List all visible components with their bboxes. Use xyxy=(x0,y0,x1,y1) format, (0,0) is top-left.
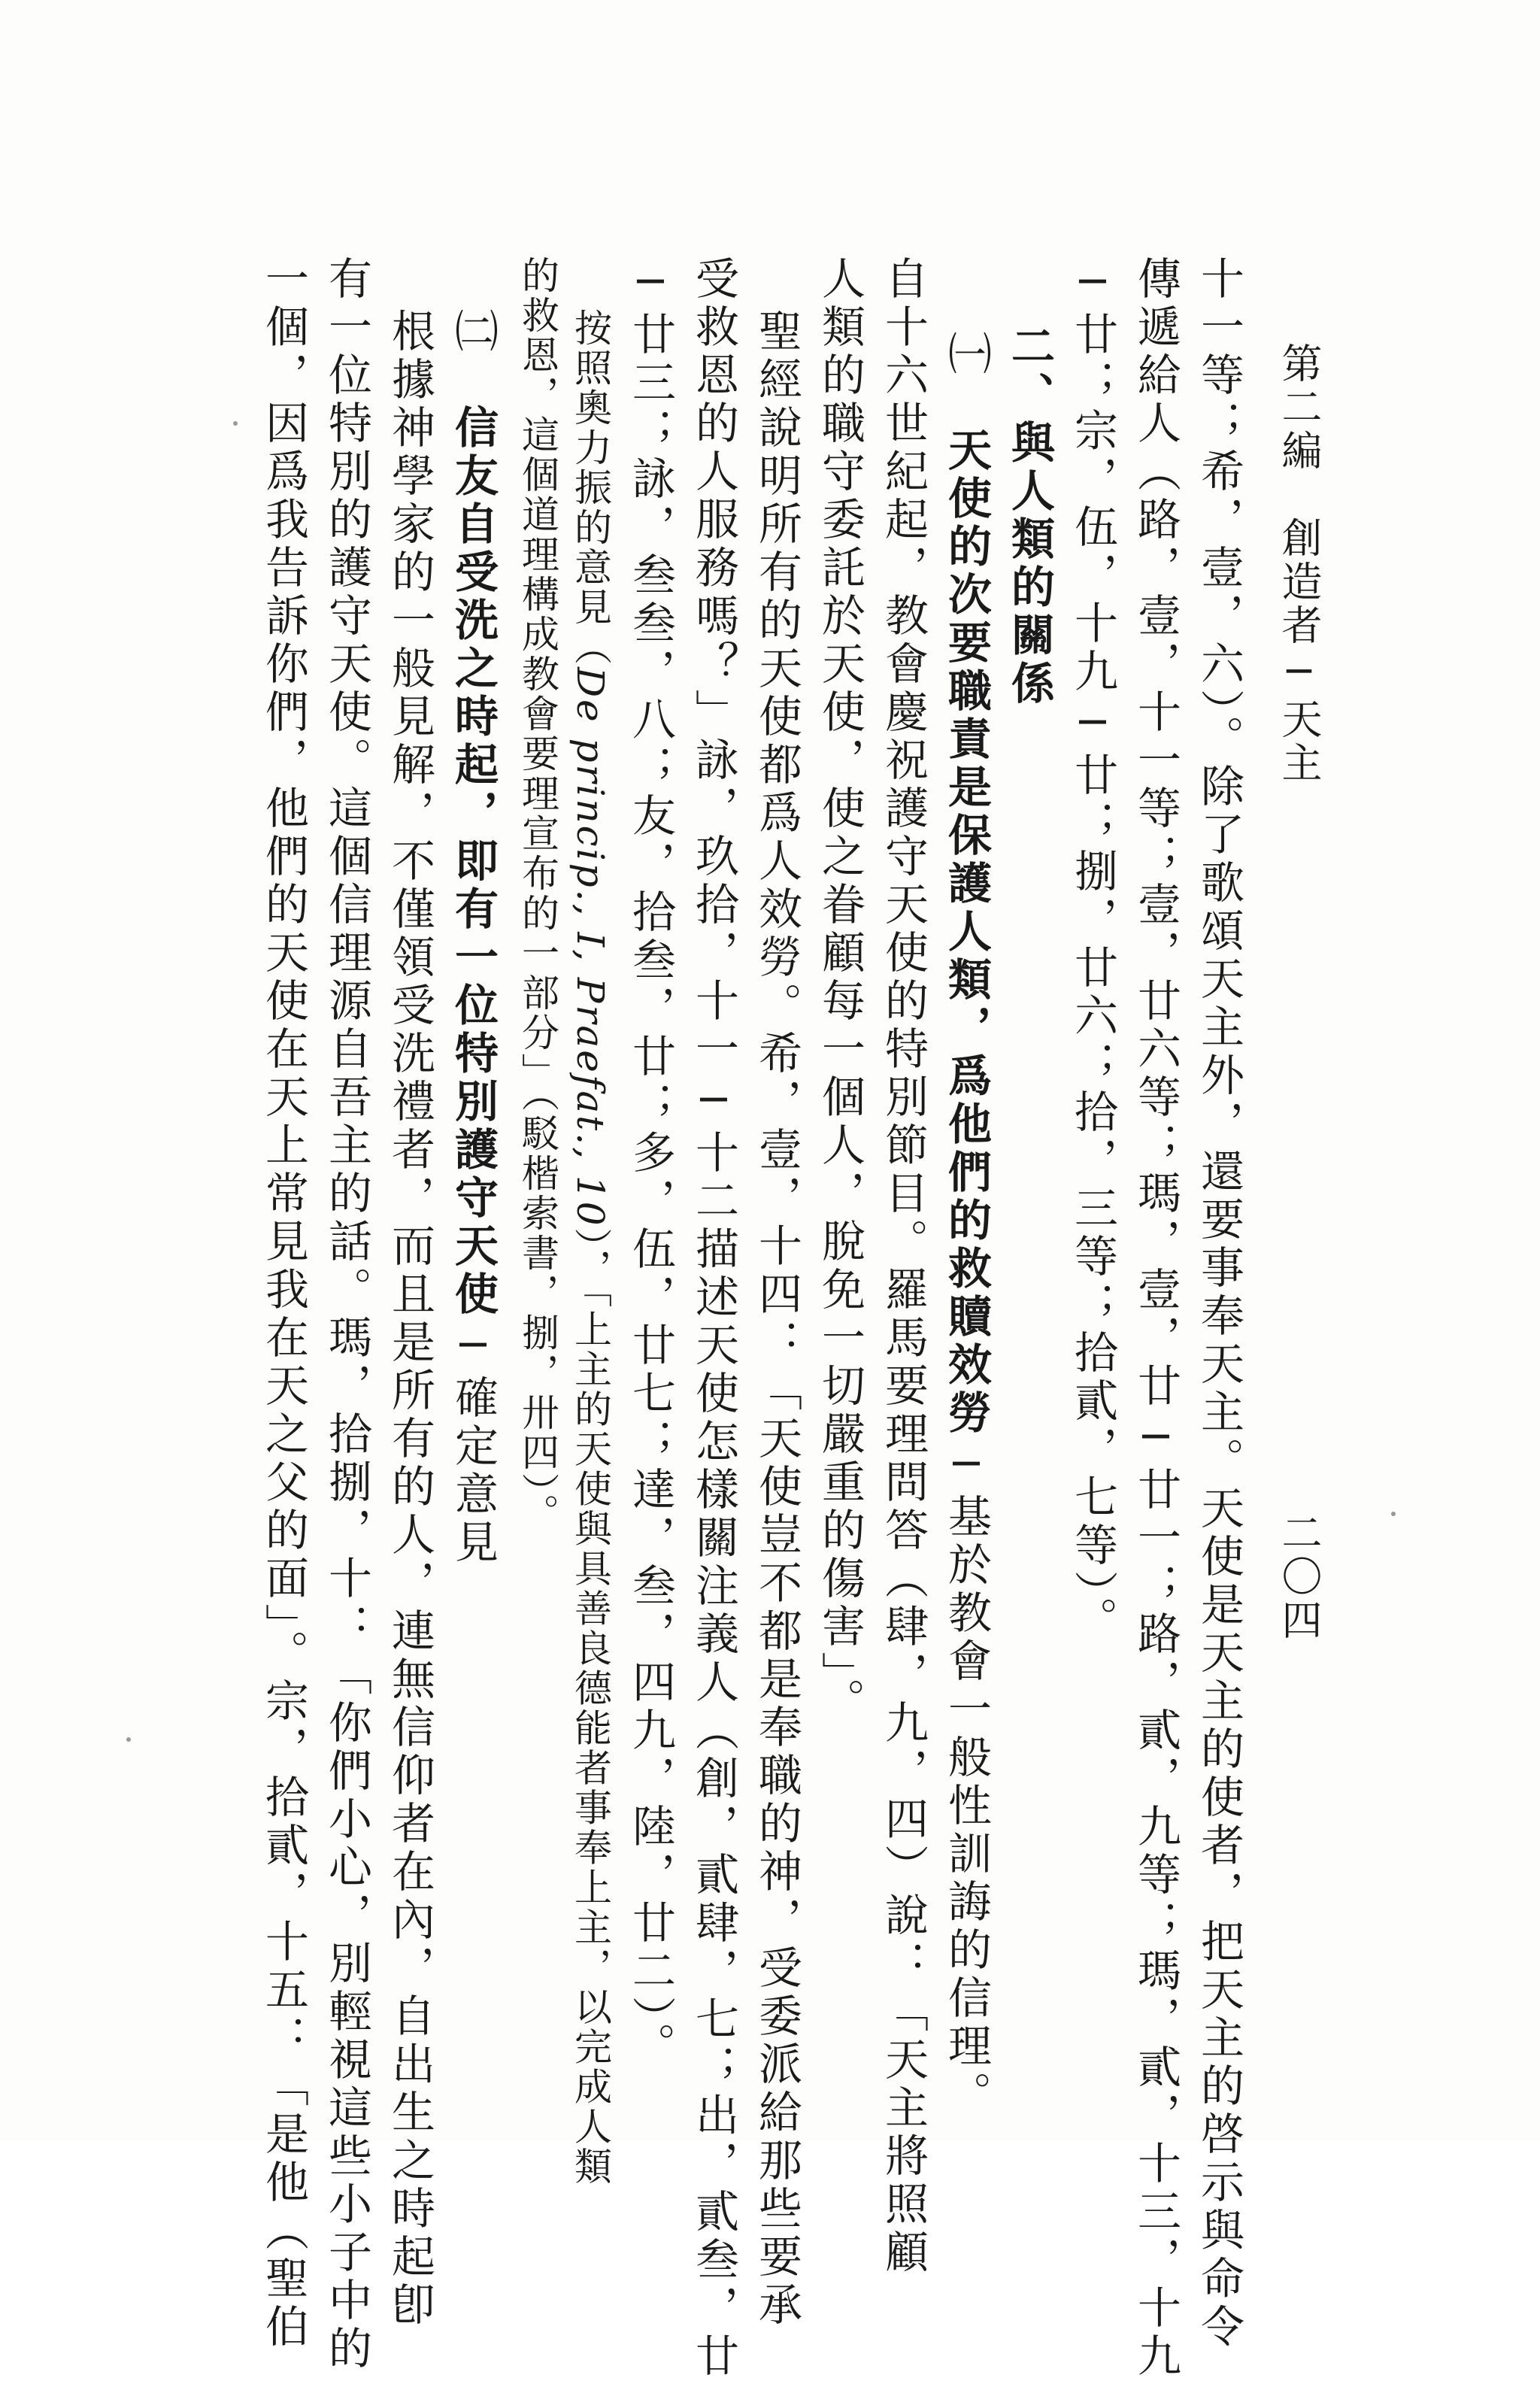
text-segment: 信友自受洗之時起，即有一位特別護守天使 xyxy=(447,405,499,1319)
text-column xyxy=(384,308,435,2330)
scan-speck xyxy=(233,421,238,426)
running-title: 第二編 創造者─天主 xyxy=(1275,342,1323,785)
text-segment: De princip., I, Praefat., 10 xyxy=(568,667,612,1228)
text-column xyxy=(625,256,676,2070)
text-column xyxy=(1193,256,1244,2352)
text-segment: 聖經說明所有的天使都爲人效勞。希，壹，十四：「天使豈不都是奉職的神，受委派給那些要承 xyxy=(751,308,802,2330)
text-segment: ─確定意見 xyxy=(447,1319,499,1567)
text-column xyxy=(751,308,802,2330)
section-heading xyxy=(1004,323,1055,925)
text-column xyxy=(447,308,499,1978)
text-segment: 天使的次要職責是保護人類，爲他們的救贖效勞 xyxy=(941,427,992,1438)
text-column xyxy=(321,256,372,2373)
note-column xyxy=(568,308,612,2187)
scan-speck xyxy=(126,1737,131,1742)
text-segment: ─廿；宗，伍，十九─廿；捌，廿六；拾，三等；拾貳，七等）。 xyxy=(1067,256,1118,1645)
text-segment: 根據神學家的一般見解，不僅領受洗禮者，而且是所有的人，連無信仰者在內，自出生之時起卽 xyxy=(384,308,435,2330)
text-column xyxy=(941,331,992,2119)
text-segment: ─基於教會一般性訓誨的信理。 xyxy=(941,1438,992,2119)
text-segment: 按照奧力振的意見（ xyxy=(568,308,612,667)
text-segment: 一個，因爲我告訴你們，他們的天使在天上常見我在天之父的面」。宗，拾貳，十五：「是他（聖伯 xyxy=(258,256,309,2352)
text-column xyxy=(814,256,865,1978)
text-segment: 自十六世紀起，教會慶祝護守天使的特別節目。羅馬要理問答（肆，九，四）說：「天主將照顧 xyxy=(878,256,929,2277)
text-column xyxy=(1130,256,1181,2381)
text-segment: ㈡ xyxy=(447,308,499,405)
text-segment: 人類的職守委託於天使，使之眷顧每一個人，脫免一切嚴重的傷害」。 xyxy=(814,256,865,1726)
text-segment: ），「上主的天使與具善良德能者事奉上主，以完成人類 xyxy=(568,1227,612,2187)
text-segment: 有一位特別的護守天使。這個信理源自吾主的話。瑪，拾捌，十：「你們小心，別輕視這些小子中的 xyxy=(321,256,372,2373)
note-column xyxy=(516,256,559,1978)
text-segment: ㈠ xyxy=(941,331,992,427)
scan-speck xyxy=(1391,1512,1396,1516)
text-segment: 傳遞給人（路，壹，十一等；壹，廿六等；瑪，壹，廿─廿一；路，貳，九等；瑪，貳，十三，十九 xyxy=(1130,256,1181,2381)
text-segment: 十一等；希，壹，六）。除了歌頌天主外，還要事奉天主。天使是天主的使者，把天主的啓示與命令 xyxy=(1193,256,1244,2352)
text-segment: 受救恩的人服務嗎？」詠，玖拾，十一─十二描述天使怎樣關注義人（創，貳肆，七；出，貳叁，廿 xyxy=(688,256,739,2381)
text-segment: 二、與人類的關係 xyxy=(1004,323,1055,708)
text-column xyxy=(258,256,309,2352)
text-column xyxy=(688,256,739,2381)
text-column xyxy=(1067,256,1118,1978)
text-segment: ─廿三；詠，叁叁，八；友，拾叁，廿；多，伍，廿七；達，叁，四九，陸，廿二）。 xyxy=(625,256,676,2070)
page-number: 二〇四 xyxy=(1275,1512,1323,1642)
text-column xyxy=(878,256,929,2277)
text-segment: 的救恩，這個道理構成教會要理宣布的一部分」（駁楷索書，捌，卅四）。 xyxy=(516,256,559,1533)
